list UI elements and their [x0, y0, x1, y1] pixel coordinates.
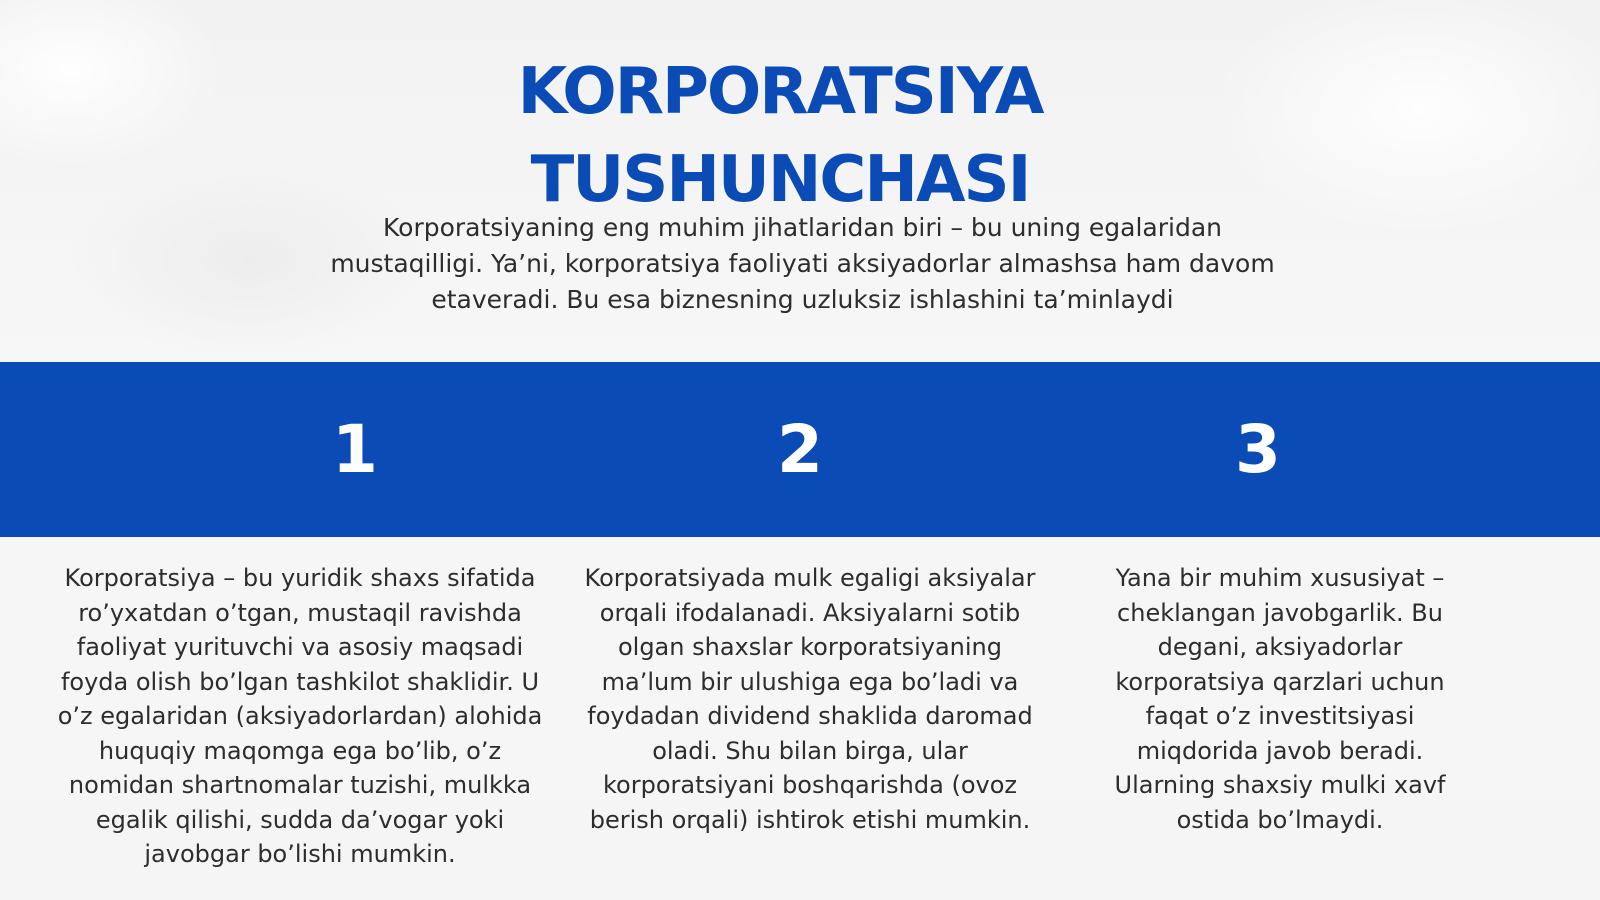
column-text-3: Yana bir muhim xususiyat – cheklangan javobgarlik. Bu degani, aksiyadorlar korporatsiya qarzlari uchun faqat o’z investitsiyasi miqdorida javob beradi. Ularning shaxsiy mulki xavf ostida bo’lmaydi. [1114, 564, 1446, 834]
title-line-1: KORPORATSIYA [517, 55, 1043, 129]
title-line-2: TUSHUNCHASI [530, 143, 1030, 217]
column-text-2: Korporatsiyada mulk egaligi aksiyalar orqali ifodalanadi. Aksiyalarni sotib olgan shaxslar korporatsiyaning ma’lum bir ulushiga ega bo’ladi va foydadan dividend shaklida daromad oladi. Shu bilan birga, ular korporatsiyani boshqarishda (ovoz berish orqali) ishtirok etishi mumkin. [584, 564, 1036, 834]
column-text-1: Korporatsiya – bu yuridik shaxs sifatida ro’yxatdan o’tgan, mustaqil ravishda faoliyat yurituvchi va asosiy maqsadi foyda olish bo’lgan tashkilot shaklidir. U o’z egalaridan (aksiyadorlardan) alohida huquqiy maqomga ega bo’lib, o’z nomidan shartnomalar tuzishi, mulkka egalik qilishi, sudda da’vogar yoki javobgar bo’lishi mumkin. [57, 564, 543, 868]
slide-title [380, 48, 1180, 224]
column-number-2: 2 [777, 411, 823, 488]
slide-header [0, 0, 1600, 360]
intro-paragraph: Korporatsiyaning eng muhim jihatlaridan biri – bu uning egalaridan mustaqilligi. Ya’ni, korporatsiya faoliyati aksiyadorlar almashsa ham davom etaveradi. Bu esa biznesning uzluksiz ishlashini ta’minlaydi [330, 213, 1275, 314]
column-number-1: 1 [332, 411, 378, 488]
numbers-band [0, 362, 1600, 537]
column-number-3: 3 [1235, 411, 1281, 488]
